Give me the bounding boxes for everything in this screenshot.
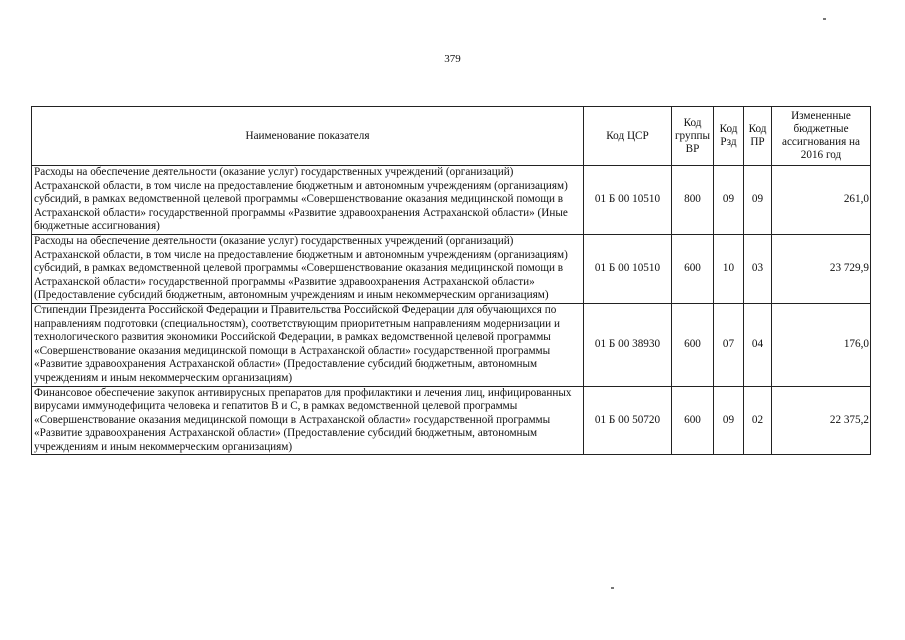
- row-csr-code: 01 Б 00 10510: [584, 166, 672, 235]
- row-name: Финансовое обеспечение закупок антивирусных препаратов для профилактики и лечения лиц, инфицированных вирусами иммунодефицита человека и гепатитов В и С, в рамках ведомственной целевой программы «Совершенствование оказания медицинской помощи в Астраханской области» государственной программы «Развитие здравоохранения Астраханской области» (Предоставление субсидий бюджетным, автономным учреждениям и иным некоммерческим организациям): [32, 386, 584, 455]
- table-row: [32, 303, 871, 386]
- row-vr-code: 600: [672, 303, 714, 386]
- table-row: [32, 166, 871, 235]
- row-vr-code: 800: [672, 166, 714, 235]
- header-rzd-code: Код Рзд: [714, 107, 744, 166]
- row-pr-code: 04: [744, 303, 772, 386]
- row-name: Расходы на обеспечение деятельности (оказание услуг) государственных учреждений (организаций) Астраханской области, в том числе на предоставление бюджетным и автономным учреждениям (организациям) субсидий, в рамках ведомственной целевой программы «Совершенствование оказания медицинской помощи в Астраханской области» государственной программы «Развитие здравоохранения Астраханской области» (Предоставление субсидий бюджетным, автономным учреждениям и иным некоммерческим организациям): [32, 234, 584, 303]
- row-rzd-code: 09: [714, 166, 744, 235]
- table-header-row: [32, 107, 871, 166]
- row-pr-code: 02: [744, 386, 772, 455]
- row-vr-code: 600: [672, 234, 714, 303]
- row-csr-code: 01 Б 00 10510: [584, 234, 672, 303]
- row-pr-code: 03: [744, 234, 772, 303]
- row-name: Стипендии Президента Российской Федерации и Правительства Российской Федерации для обучающихся по направлениям подготовки (специальностям), соответствующим приоритетным направлениям модернизации и технологического развития экономики Российской Федерации, в рамках ведомственной целевой программы «Совершенствование оказания медицинской помощи в Астраханской области» государственной программы «Развитие здравоохранения Астраханской области» (Предоставление субсидий бюджетным, автономным учреждениям и иным некоммерческим организациям): [32, 303, 584, 386]
- row-name: Расходы на обеспечение деятельности (оказание услуг) государственных учреждений (организаций) Астраханской области, в том числе на предоставление бюджетным и автономным учреждениям (организациям) субсидий, в рамках ведомственной целевой программы «Совершенствование оказания медицинской помощи в Астраханской области» государственной программы «Развитие здравоохранения Астраханской области» (Иные бюджетные ассигнования): [32, 166, 584, 235]
- row-rzd-code: 07: [714, 303, 744, 386]
- table-row: [32, 386, 871, 455]
- row-vr-code: 600: [672, 386, 714, 455]
- header-amount: Измененные бюджетные ассигнования на 2016 год: [772, 107, 871, 166]
- row-rzd-code: 09: [714, 386, 744, 455]
- budget-allocations-table: [31, 106, 871, 455]
- page-number: 379: [444, 53, 461, 65]
- scan-speck: [611, 587, 614, 589]
- row-pr-code: 09: [744, 166, 772, 235]
- header-vr-code: Код группы ВР: [672, 107, 714, 166]
- row-csr-code: 01 Б 00 38930: [584, 303, 672, 386]
- row-amount: 261,0: [772, 166, 871, 235]
- table-row: [32, 234, 871, 303]
- header-indicator-name: Наименование показателя: [32, 107, 584, 166]
- header-pr-code: Код ПР: [744, 107, 772, 166]
- row-amount: 22 375,2: [772, 386, 871, 455]
- row-amount: 176,0: [772, 303, 871, 386]
- header-csr-code: Код ЦСР: [584, 107, 672, 166]
- row-amount: 23 729,9: [772, 234, 871, 303]
- scan-speck: [823, 18, 826, 20]
- row-csr-code: 01 Б 00 50720: [584, 386, 672, 455]
- row-rzd-code: 10: [714, 234, 744, 303]
